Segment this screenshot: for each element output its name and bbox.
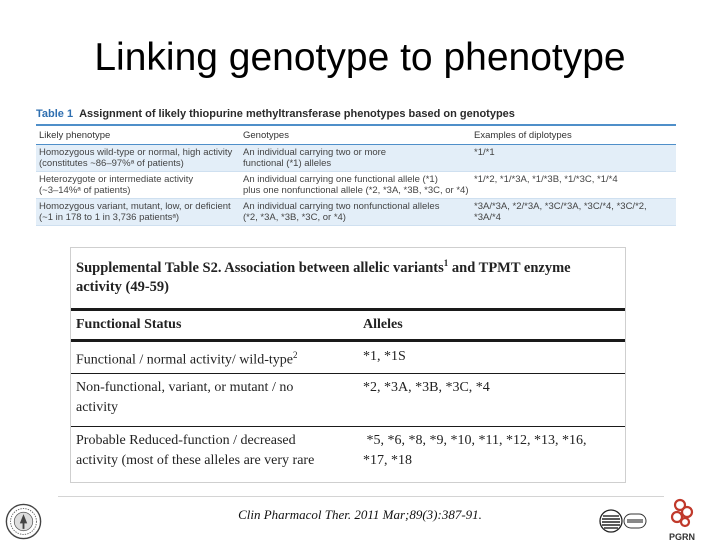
- table-row: [71, 342, 625, 373]
- supplemental-caption-main: Supplemental Table S2. Association between allelic variants: [76, 259, 444, 276]
- supplemental-caption: [71, 248, 625, 297]
- table-row: [36, 199, 676, 226]
- citation: Clin Pharmacol Ther. 2011 Mar;89(3):387-91.: [238, 507, 482, 522]
- supplemental-table-s2: [70, 247, 626, 483]
- status-cell: Functional / normal activity/ wild-type: [76, 352, 293, 368]
- diplotype-cell: *1/*1: [474, 147, 495, 158]
- page-title: Linking genotype to phenotype: [94, 36, 626, 79]
- caption-footnote-mark: 1: [443, 258, 449, 268]
- header-alleles: Alleles: [363, 317, 403, 333]
- table-1-label: Table 1: [36, 108, 74, 120]
- phenotype-cell: Homozygous variant, mutant, low, or deficient: [39, 201, 231, 212]
- table-row: [36, 145, 676, 172]
- supplemental-caption-line2: activity (49-59): [76, 278, 170, 295]
- header-genotypes: Genotypes: [243, 130, 289, 141]
- table-row: [71, 427, 625, 471]
- header-likely-phenotype: Likely phenotype: [39, 130, 111, 141]
- alleles-cell: *1, *1S: [363, 349, 406, 365]
- status-cell: Non-functional, variant, or mutant / no: [76, 379, 294, 395]
- phenotype-cell-note: (~3–14%ᵃ of patients): [39, 185, 131, 196]
- footer-divider: [58, 496, 664, 497]
- genotype-cell: An individual carrying one functional allele (*1): [243, 174, 438, 185]
- status-cell-cont: activity: [76, 399, 118, 415]
- status-cell-cont: activity (most of these alleles are very rare: [76, 452, 315, 468]
- header-diplotypes: Examples of diplotypes: [474, 130, 572, 141]
- pgrn-logo: [664, 498, 700, 540]
- genotype-cell-cont: functional (*1) alleles: [243, 158, 332, 169]
- table-1-caption-text: Assignment of likely thiopurine methyltransferase phenotypes based on genotypes: [79, 108, 515, 120]
- phenotype-cell-note: (constitutes ~86–97%ᵃ of patients): [39, 158, 184, 169]
- table-1-caption: [36, 107, 676, 126]
- table-row: [71, 374, 625, 426]
- table-row: [36, 172, 676, 199]
- diplotype-cell: *1/*2, *1/*3A, *1/*3B, *1/*3C, *1/*4: [474, 174, 618, 185]
- pharmgkb-logo-icon: [598, 508, 648, 534]
- alleles-cell: *2, *3A, *3B, *3C, *4: [363, 379, 490, 395]
- status-cell: Probable Reduced-function / decreased: [76, 432, 296, 448]
- phenotype-cell-note: (~1 in 178 to 1 in 3,736 patientsᵃ): [39, 212, 180, 223]
- genotype-cell: An individual carrying two nonfunctional alleles: [243, 201, 440, 212]
- header-functional-status: Functional Status: [76, 317, 182, 333]
- table-1: [36, 107, 676, 226]
- alleles-cell: *5, *6, *8, *9, *10, *11, *12, *13, *16,: [363, 432, 587, 448]
- alleles-cell-cont: *17, *18: [363, 452, 412, 468]
- phenotype-cell: Homozygous wild-type or normal, high activity: [39, 147, 233, 158]
- supplemental-header: [71, 311, 625, 339]
- pgrn-logo-icon: [664, 498, 700, 528]
- diplotype-cell: *3A/*3A, *2/*3A, *3C/*3A, *3C/*4, *3C/*2, *3A/*4: [474, 201, 647, 223]
- status-footnote-mark: 2: [292, 349, 298, 360]
- genotype-cell: An individual carrying two or more: [243, 147, 387, 158]
- table-1-header: [36, 126, 676, 145]
- phenotype-cell: Heterozygote or intermediate activity: [39, 174, 194, 185]
- pgrn-label: PGRN: [668, 532, 695, 542]
- genotype-cell-cont: plus one nonfunctional allele (*2, *3A, *3B, *3C, or *4): [243, 185, 469, 196]
- genotype-cell-cont: (*2, *3A, *3B, *3C, or *4): [243, 212, 346, 223]
- supplemental-caption-rest: and TPMT enzyme: [448, 259, 571, 276]
